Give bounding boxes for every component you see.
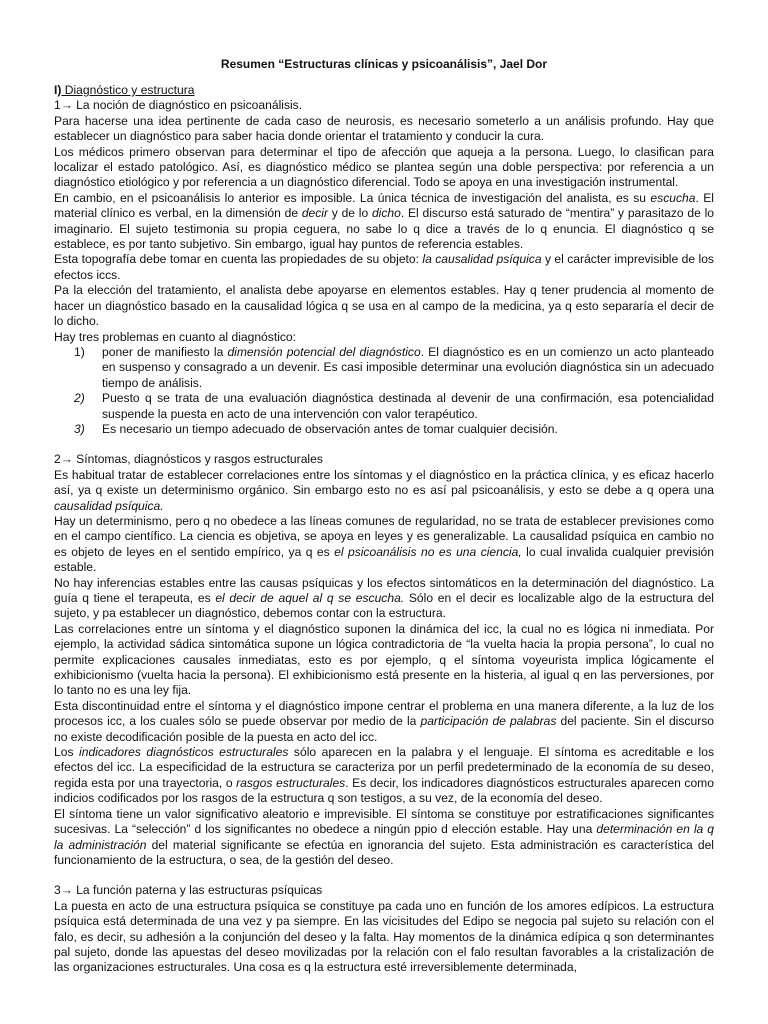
- section-1-label: I): [54, 83, 62, 97]
- paragraph: En cambio, en el psicoanálisis lo anterior es imposible. La única técnica de investigación del analista, es su escucha. El material clínico es verbal, en la dimensión de decir y de lo dicho. El discurso está saturado de “mentira” y parasitazo de lo imaginario. El sujeto testimonia su propia ceguera, no sabe lo q dice a través de lo q enuncia. El diagnóstico q se establece, es por tanto subjetivo. Sin embargo, igual hay puntos de referencia estables.: [54, 190, 714, 252]
- document-title: Resumen “Estructuras clínicas y psicoanálisis”, Jael Dor: [220, 57, 548, 71]
- paragraph: El síntoma tiene un valor significativo aleatorio e imprevisible. El síntoma se constituye por estratificaciones significantes sucesivas. La “selección” d los significantes no obedece a ningún ppio d elección estable. Hay una determinación en la q la administración del material significante se efectúa en ignorancia del sujeto. Esta administración es característica del funcionamiento de la estructura, o sea, de la gestión del deseo.: [54, 806, 714, 867]
- section-1-title: Diagnóstico y estructura: [61, 83, 195, 97]
- subsection-1-heading: 1→ La noción de diagnóstico en psicoanálisis.: [54, 98, 303, 113]
- paragraph: Esta discontinuidad entre el síntoma y el diagnóstico impone centrar el problema en una manera diferente, a la luz de los procesos icc, a los cuales sólo se puede observar por medio de la participación de palabras del paciente. Sin el discurso no existe decodificación posible de la puesta en acto del icc.: [54, 698, 714, 744]
- paragraph: Los indicadores diagnósticos estructurales sólo aparecen en la palabra y el lenguaje. El síntoma es acreditable e los efectos del icc. La especificidad de la estructura se caracteriza por un perfil predeterminado de la economía de su deseo, regida esta por una trayectoria, o rasgos estructurales. Es decir, los indicadores diagnósticos estructurales aparecen como indicios codificados por los rasgos de la estructura q son testigos, a su vez, de la economía del deseo.: [54, 745, 715, 806]
- paragraph: Para hacerse una idea pertinente de cada caso de neurosis, es necesario someterlo a un análisis profundo. Hay que establecer un diagnóstico para saber hacia donde orientar el tratamiento y conducir la cura.: [54, 113, 714, 144]
- list-item: 3) Es necesario un tiempo adecuado de observación antes de tomar cualquier decisión.: [74, 421, 558, 436]
- paragraph: Las correlaciones entre un síntoma y el diagnóstico suponen la dinámica del icc, la cual no es lógica ni inmediata. Por ejemplo, la actividad sádica sintomática supone un lógica contradictoria de “la vuelta hacia la propia persona”, lo cual no permite explicaciones causales inmediatas, esto es por ejemplo, q el síntoma voyeurista implica lógicamente el exhibicionismo (vuelta hacia la persona). El exhibicionismo está presente en la histeria, al igual q en las perversiones, por lo tanto no es una ley fija.: [54, 621, 714, 698]
- list-item: 2) Puesto q se trata de una evaluación diagnóstica destinada al devenir de una confirmación, esa potencialidad suspende la puesta en acto de una intervención con valor terapéutico.: [74, 391, 714, 421]
- paragraph: Hay un determinismo, pero q no obedece a las líneas comunes de regularidad, no se trata de establecer previsiones como en el campo científico. La ciencia es objetiva, se apoya en leyes y es generalizable. La causalidad psíquica en cambio no es objeto de leyes en el sentido empírico, ya q es el psicoanálisis no es una ciencia, lo cual invalida cualquier previsión estable.: [54, 513, 715, 575]
- subsection-3-heading: 3→ La función paterna y las estructuras psíquicas: [54, 883, 323, 898]
- paragraph: Esta topografía debe tomar en cuenta las propiedades de su objeto: la causalidad psíquica y el carácter imprevisible de los efectos iccs.: [54, 252, 714, 282]
- paragraph: Es habitual tratar de establecer correlaciones entre los síntomas y el diagnóstico en la práctica clínica, y es eficaz hacerlo así, ya q existe un determinismo orgánico. Sin embargo esto no es así pal psicoanálisis, y esto se debe a q opera una causalidad psíquica.: [54, 467, 714, 513]
- paragraph: La puesta en acto de una estructura psíquica se constituye pa cada uno en función de los amores edípicos. La estructura psíquica está determinada de una vez y pa siempre. En las vicisitudes del Edipo se negocia pal sujeto su relación con el falo, es decir, su adhesión a la conjunción del deseo y la falta. Hay momentos de la dinámica edípica q son determinantes pal sujeto, donde las apuestas del deseo movilizadas por la relación con el falo resultan favorables a la cristalización de las organizaciones estructurales. Una cosa es q la estructura esté irreversiblemente determinada,: [54, 898, 714, 975]
- paragraph: No hay inferencias estables entre las causas psíquicas y los efectos sintomáticos en la determinación del diagnóstico. La guía q tiene el terapeuta, es el decir de aquel al q se escucha. Sólo en el decir es localizable algo de la estructura del sujeto, y pa establecer un diagnóstico, debemos contar con la estructura.: [54, 575, 714, 621]
- paragraph: Hay tres problemas en cuanto al diagnóstico:: [54, 329, 297, 344]
- numbered-list: [54, 345, 714, 437]
- list-item: 1) poner de manifiesto la dimensión potencial del diagnóstico. El diagnóstico es en un comienzo un acto planteado en suspenso y consagrado a un devenir. Es casi imposible determinar una evolución diagnóstica sin un adecuado tiempo de análisis.: [74, 344, 715, 390]
- subsection-2-heading: 2→ Síntomas, diagnósticos y rasgos estructurales: [54, 452, 323, 467]
- paragraph: Los médicos primero observan para determinar el tipo de afección que aqueja a la persona. Luego, lo clasifican para localizar el estado patológico. Así, es diagnóstico médico se plantea según una doble perspectiva: por referencia a un diagnóstico etiológico y por referencia a un diagnóstico diferencial. Todo se apoya en una investigación instrumental.: [54, 144, 714, 190]
- paragraph: Pa la elección del tratamiento, el analista debe apoyarse en elementos estables. Hay q tener prudencia al momento de hacer un diagnóstico basado en la causalidad lógica q se usa en al campo de la medicina, ya q esto separaría el decir de lo dicho.: [54, 283, 714, 329]
- section-1-heading: [54, 83, 714, 98]
